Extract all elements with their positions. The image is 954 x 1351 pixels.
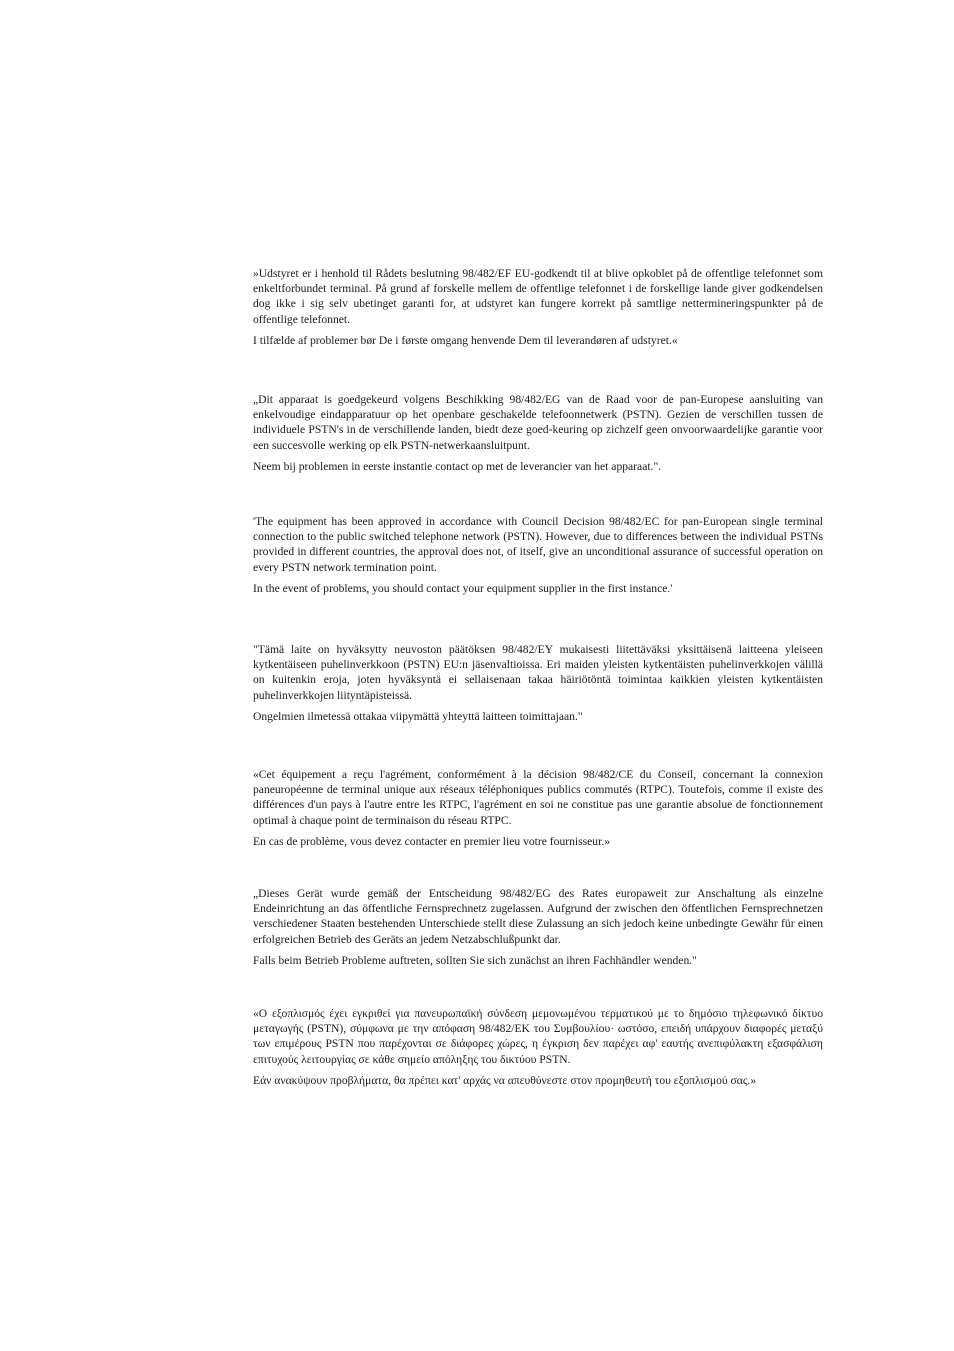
declaration-contact-note: In the event of problems, you should contact your equipment supplier in the first instance.' [253,581,673,595]
declaration-contact-note: Falls beim Betrieb Probleme auftreten, sollten Sie sich zunächst an ihren Fachhändler wenden." [253,953,697,967]
declaration-dutch [253,392,823,474]
declaration-german [253,886,823,968]
declaration-french [253,767,823,849]
declaration-greek [253,1006,823,1088]
declaration-body: 'The equipment has been approved in accordance with Council Decision 98/482/EC for pan-European single terminal connection to the public switched telephone network (PSTN). However, due to differences between the individual PSTNs provided in different countries, the approval does not, of itself, give an unconditional assurance of successful operation on every PSTN network termination point. [253,515,823,574]
declaration-contact-note: I tilfælde af problemer bør De i første omgang henvende Dem til leverandøren af udstyret.« [253,333,678,347]
declaration-body: "Tämä laite on hyväksytty neuvoston päätöksen 98/482/EY mukaisesti liitettäväksi yksittäisenä laitteena yleiseen kytkentäiseen puhelinverkkoon (PSTN) EU:n jäsenvaltioissa. Eri maiden yleisten kytkentäisten puhelinverkkojen välillä on kuitenkin eroja, joten hyväksyntä ei sellaisenaan takaa häiriötöntä toimintaa kaikkien yleisten kytkentäisten puhelinverkkojen liityntäpisteissä. [253,643,823,702]
declaration-body: »Udstyret er i henhold til Rådets beslutning 98/482/EF EU-godkendt til at blive opkoblet på de offentlige telefonnet som enkeltforbundet terminal. På grund af forskelle mellem de offentlige telefonnet i de forskellige lande giver godkendelsen dog ikke i sig selv ubetinget garanti for, at udstyret kan fungere korrekt på samtlige nettermineringspunkter på de offentlige telefonnet. [253,267,823,326]
declaration-english [253,514,823,596]
declaration-danish [253,266,823,348]
declaration-body: «Ο εξοπλισμός έχει εγκριθεί για πανευρωπαϊκή σύνδεση μεμονωμένου τερματικού με το δημόσιο τηλεφωνικό δίκτυο μεταγωγής (PSTN), σύμφωνα με την απόφαση 98/482/ΕΚ του Συμβουλίου· ωστόσο, επειδή υπάρχουν διαφορές μεταξύ των επιμέρους PSTN που παρέχονται σε διάφορες χώρες, η έγκριση δεν παρέχει αφ' εαυτής ανεπιφύλακτη εξασφάλιση επιτυχούς λειτουργίας σε κάθε σημείο απόληξης του δικτύου PSTN. [253,1007,823,1066]
declaration-contact-note: En cas de problème, vous devez contacter en premier lieu votre fournisseur.» [253,834,611,848]
declaration-contact-note: Εάν ανακύψουν προβλήματα, θα πρέπει κατ' αρχάς να απευθύνεστε στον προμηθευτή του εξοπλισμού σας.» [253,1073,757,1087]
declaration-finnish [253,642,823,724]
declaration-body: „Dieses Gerät wurde gemäß der Entscheidung 98/482/EG des Rates europaweit zur Anschaltung als einzelne Endeinrichtung an das öffentliche Fernsprechnetz zugelassen. Aufgrund der zwischen den öffentlichen Fernsprechnetzen verschiedener Staaten bestehenden Unterschiede stellt diese Zulassung an sich jedoch keine unbedingte Gewähr für einen erfolgreichen Betrieb des Geräts an jedem Netzabschlußpunkt dar. [253,887,823,946]
declaration-contact-note: Neem bij problemen in eerste instantie contact op met de leverancier van het apparaat.". [253,459,662,473]
declaration-body: «Cet équipement a reçu l'agrément, conformément à la décision 98/482/CE du Conseil, concernant la connexion paneuropéenne de terminal unique aux réseaux téléphoniques publics commutés (RTPC). Toutefois, comme il existe des différences d'un pays à l'autre entre les RTPC, l'agrément en soi ne constitue pas une garantie absolue de fonctionnement optimal à chaque point de terminaison du réseau RTPC. [253,768,823,827]
declaration-body: „Dit apparaat is goedgekeurd volgens Beschikking 98/482/EG van de Raad voor de pan-Europese aansluiting van enkelvoudige eindapparatuur op het openbare geschakelde telefoonnetwerk (PSTN). Gezien de verschillen tussen de individuele PSTN's in de verschillende landen, biedt deze goed-keuring op zichzelf geen onvoorwaardelijke garantie voor een succesvolle werking op elk PSTN-netwerkaansluitpunt. [253,393,823,452]
declaration-contact-note: Ongelmien ilmetessä ottakaa viipymättä yhteyttä laitteen toimittajaan." [253,709,583,723]
